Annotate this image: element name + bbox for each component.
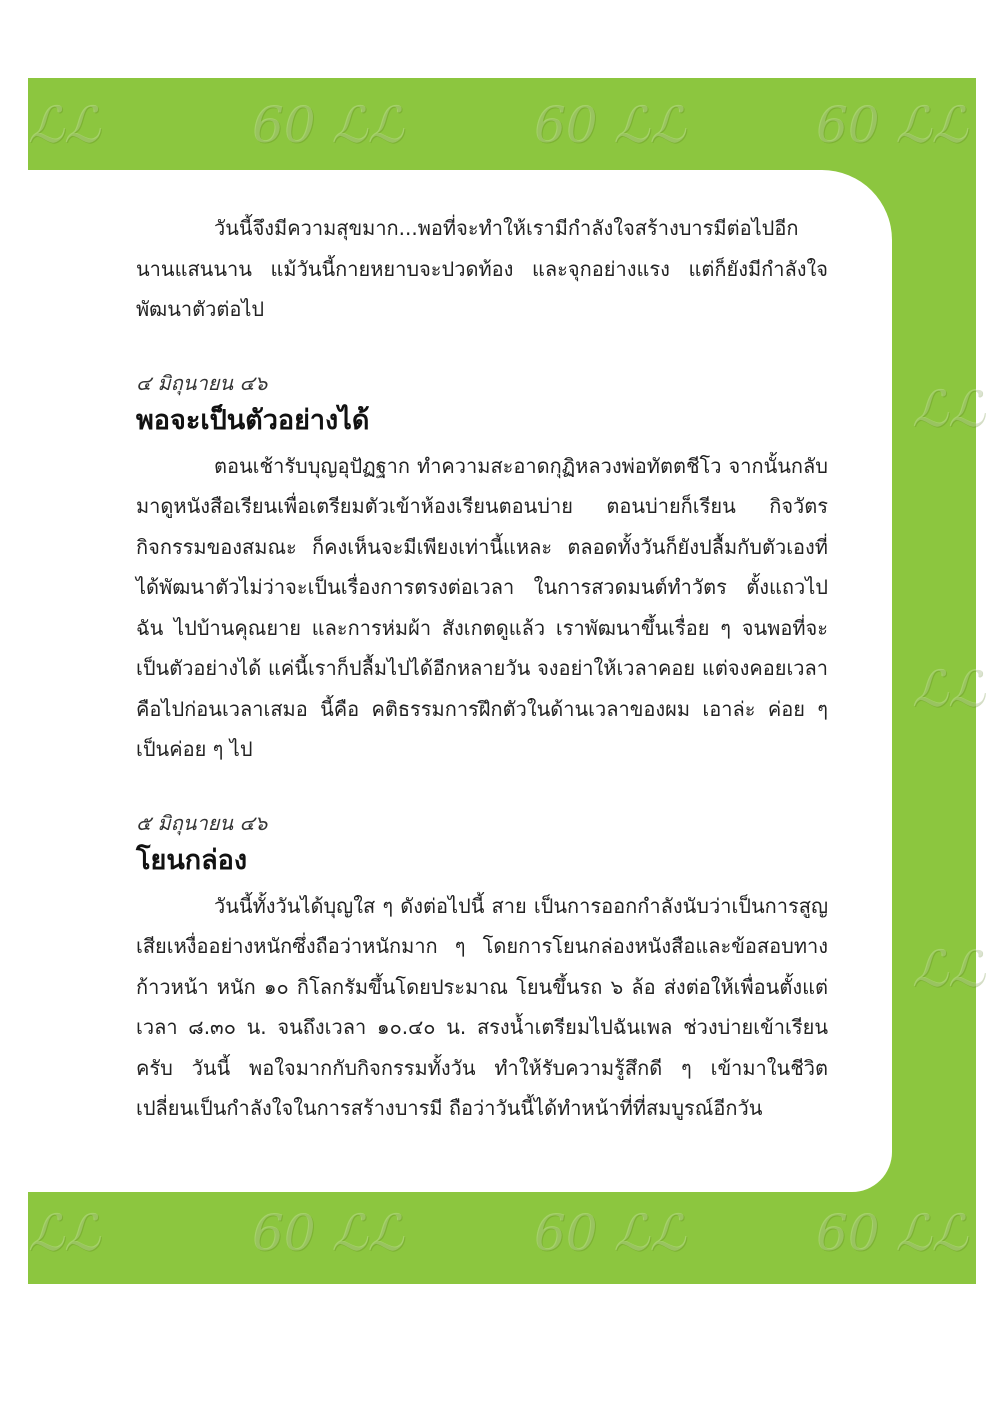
watermark-mark: 60 ℒℒ — [252, 96, 404, 154]
side-watermark: ℒℒ — [912, 940, 985, 998]
watermark-mark: 60 ℒℒ — [252, 1204, 404, 1262]
top-watermark-band — [28, 78, 976, 170]
paragraph: วันนี้จึงมีความสุขมาก...พอที่จะทำให้เรามีกำลังใจสร้างบารมีต่อไปอีกนานแสนนาน แม้วันนี้กายหยาบจะปวดท้อง และจุกอย่างแรง แต่ก็ยังมีกำลังใจพัฒนาตัวต่อไป — [136, 216, 828, 321]
entry-title: พอจะเป็นตัวอย่างได้ — [136, 404, 370, 436]
entry-date: ๕ มิถุนายน ๔๖ — [136, 810, 268, 835]
side-watermark: ℒℒ — [912, 660, 985, 718]
entry-date: ๔ มิถุนายน ๔๖ — [136, 370, 268, 395]
bottom-watermark-band — [28, 1192, 976, 1284]
watermark-mark: 60 ℒℒ — [816, 96, 968, 154]
watermark-mark: 60 ℒℒ — [534, 96, 686, 154]
watermark-mark: ℒℒ — [28, 1204, 101, 1262]
watermark-mark: ℒℒ — [28, 96, 101, 154]
entry-title: โยนกล่อง — [136, 844, 248, 876]
side-watermark: ℒℒ — [912, 380, 985, 438]
paragraph: วันนี้ทั้งวันได้บุญใส ๆ ดังต่อไปนี้ สาย เป็นการออกกำลังนับว่าเป็นการสูญเสียเหงื่ออย่างหนักซึ่งถือว่าหนักมาก ๆ โดยการโยนกล่องหนังสือและข้อสอบทางก้าวหน้า หนัก ๑๐ กิโลกรัมขึ้นโดยประมาณ โยนขึ้นรถ ๖ ล้อ ส่งต่อให้เพื่อนตั้งแต่เวลา ๘.๓๐ น. จนถึงเวลา ๑๐.๔๐ น. สรงน้ำเตรียมไปฉันเพล ช่วงบ่ายเข้าเรียนครับ วันนี้ พอใจมากกับกิจกรรมทั้งวัน ทำให้รับความรู้สึกดี ๆ เข้ามาในชีวิต เปลี่ยนเป็นกำลังใจในการสร้างบารมี ถือว่าวันนี้ได้ทำหน้าที่ที่สมบูรณ์อีกวัน — [136, 893, 828, 1120]
paragraph: ตอนเช้ารับบุญอุปัฏฐาก ทำความสะอาดกุฏิหลวงพ่อทัตตชีโว จากนั้นกลับมาดูหนังสือเรียนเพื่อเตรียมตัวเข้าห้องเรียนตอนบ่าย ตอนบ่ายก็เรียน กิจวัตร กิจกรรมของสมณะ ก็คงเห็นจะมีเพียงเท่านี้แหละ ตลอดทั้งวันก็ยังปลื้มกับตัวเองที่ได้พัฒนาตัวไม่ว่าจะเป็นเรื่องการตรงต่อเวลา ในการสวดมนต์ทำวัตร ตั้งแถวไปฉัน ไปบ้านคุณยาย และการห่มผ้า สังเกตดูแล้ว เราพัฒนาขึ้นเรื่อย ๆ จนพอที่จะเป็นตัวอย่างได้ แค่นี้เราก็ปลื้มไปได้อีกหลายวัน จงอย่าให้เวลาคอย แต่จงคอยเวลา คือไปก่อนเวลาเสมอ นี้คือ คติธรรมการฝึกตัวในด้านเวลาของผม เอาล่ะ ค่อย ๆ เป็นค่อย ๆ ไป — [136, 453, 828, 761]
document-body — [136, 208, 828, 1129]
watermark-mark: 60 ℒℒ — [816, 1204, 968, 1262]
watermark-mark: 60 ℒℒ — [534, 1204, 686, 1262]
